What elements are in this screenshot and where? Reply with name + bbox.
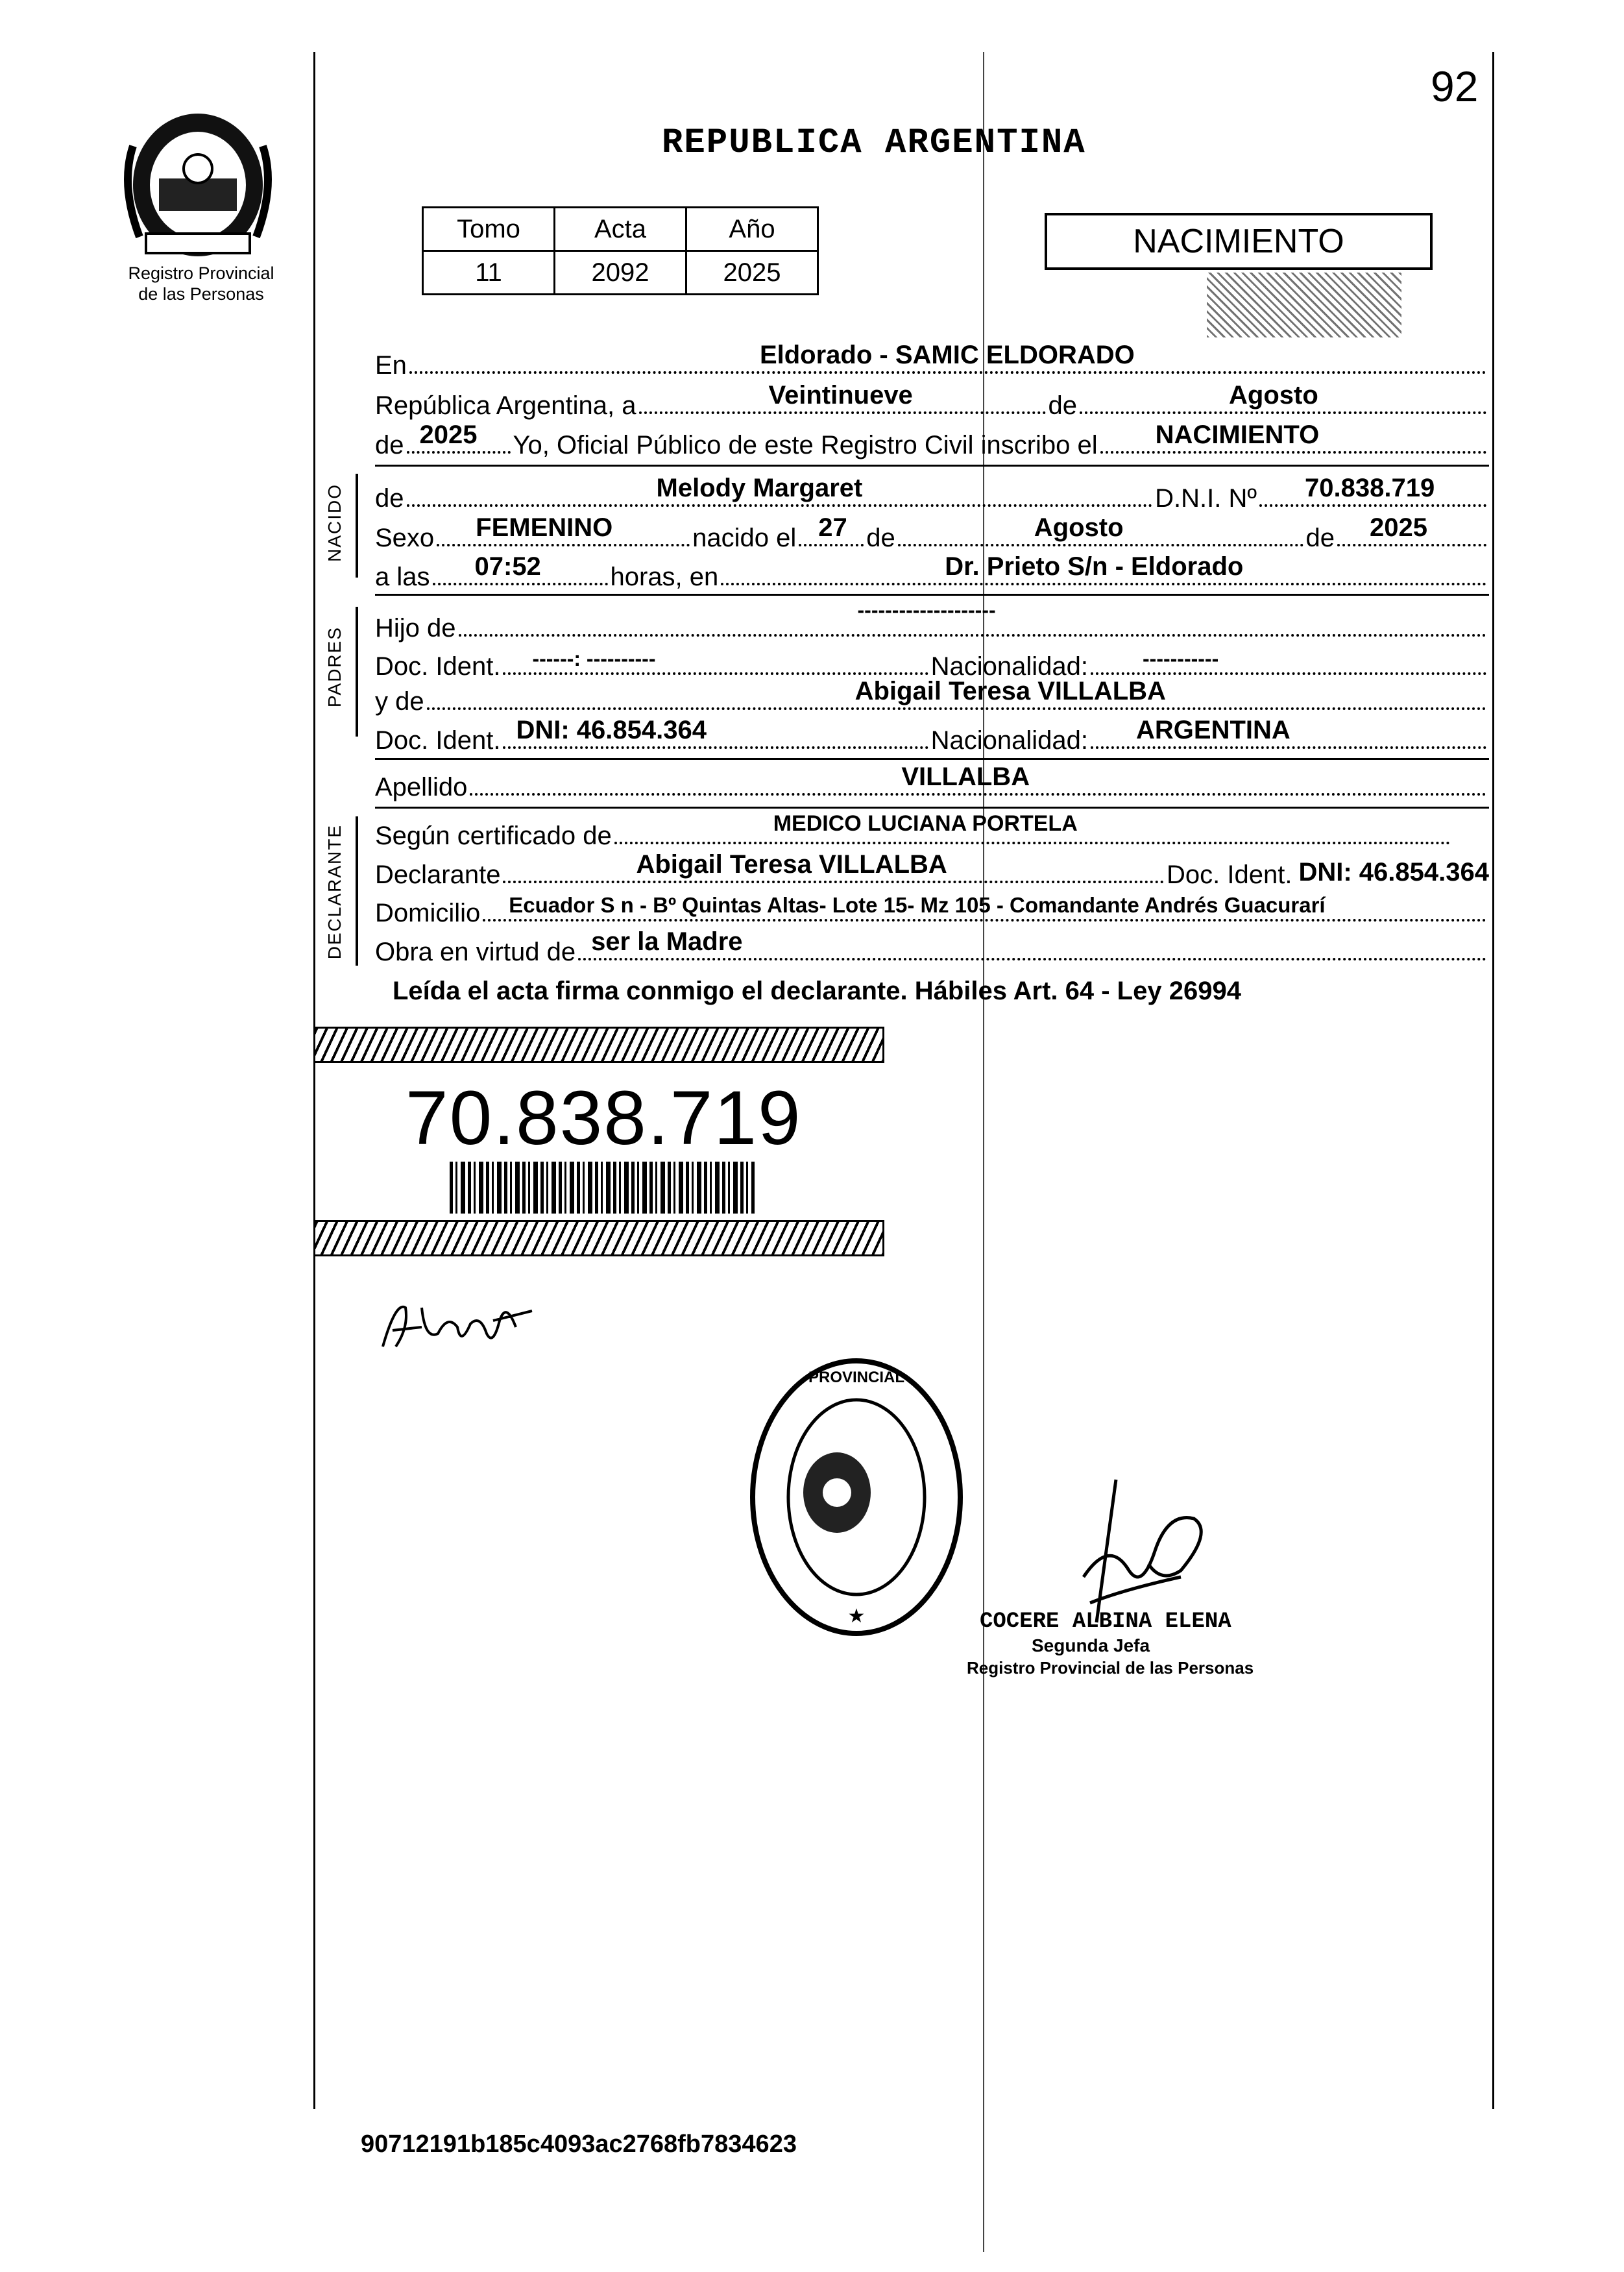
- row-year: [375, 421, 1489, 460]
- horas-label: horas, en: [610, 563, 719, 591]
- divider-2: [375, 594, 1489, 596]
- row-declarante: [375, 850, 1489, 890]
- father-doc: ------: ----------: [532, 647, 656, 670]
- day-words: Veintinueve: [768, 381, 913, 409]
- nacido-de-label3: de: [1305, 524, 1335, 552]
- page-number: 92: [1431, 62, 1479, 110]
- apellido-label: Apellido: [375, 773, 468, 801]
- dni-label: D.N.I. Nº: [1155, 484, 1257, 513]
- en-label: En: [375, 351, 407, 380]
- nacido-de-label: de: [375, 484, 404, 513]
- row-nacido-name: [375, 474, 1489, 513]
- document-hash: 90712191b185c4093ac2768fb7834623: [361, 2131, 797, 2158]
- row-mother-doc: [375, 716, 1489, 755]
- mother-nationality-label: Nacionalidad:: [930, 726, 1088, 755]
- nacido-sidebar: [356, 474, 358, 578]
- logo-caption-line2: de las Personas: [138, 284, 264, 304]
- official-signature: [1019, 1473, 1226, 1629]
- mother-nationality: ARGENTINA: [1136, 716, 1291, 744]
- signatory-name: COCERE ALBINA ELENA: [980, 1609, 1231, 1634]
- nacido-de-label2: de: [866, 524, 895, 552]
- table-value-tomo: 11: [423, 251, 555, 295]
- father-name: --------------------: [857, 598, 996, 622]
- nacido-el-label: nacido el: [692, 524, 797, 552]
- month: Agosto: [1229, 381, 1318, 409]
- certificado-value: MEDICO LUCIANA PORTELA: [773, 811, 1078, 836]
- row-obra: [375, 927, 1489, 967]
- stamp-seal-icon: [746, 1353, 967, 1642]
- apellido-value: VILLALBA: [901, 763, 1030, 791]
- padres-side-label: PADRES: [324, 626, 345, 708]
- birth-day: 27: [818, 513, 847, 542]
- row-republica: [375, 381, 1489, 421]
- sexo-label: Sexo: [375, 524, 435, 552]
- row-father-doc: [375, 645, 1489, 681]
- declarante-name: Abigail Teresa VILLALBA: [636, 850, 947, 879]
- y-de-label: y de: [375, 687, 424, 716]
- row-hora: [375, 552, 1489, 592]
- country-title: REPUBLICA ARGENTINA: [662, 123, 1086, 163]
- father-doc-label: Doc. Ident.: [375, 652, 501, 681]
- domicilio-label: Domicilio: [375, 899, 481, 927]
- center-fold-line: [983, 52, 984, 2252]
- row-certificado: [375, 811, 1489, 851]
- sexo-value: FEMENINO: [476, 513, 613, 542]
- divider-3: [375, 758, 1489, 760]
- leida-statement: Leída el acta firma conmigo el declarante. Hábiles Art. 64 - Ley 26994: [393, 977, 1241, 1005]
- svg-text:PROVINCIAL: PROVINCIAL: [808, 1369, 905, 1386]
- logo-caption: [104, 263, 298, 304]
- svg-text:★: ★: [847, 1606, 866, 1627]
- mother-name: Abigail Teresa VILLALBA: [854, 677, 1166, 705]
- de-label: de: [1048, 391, 1077, 420]
- row-apellido: [375, 763, 1489, 802]
- record-table: [422, 206, 819, 295]
- obra-label: Obra en virtud de: [375, 938, 576, 966]
- en-value: Eldorado - SAMIC ELDORADO: [759, 341, 1135, 369]
- row-domicilio: [375, 892, 1489, 928]
- act-value: NACIMIENTO: [1155, 421, 1320, 449]
- declarant-signature: [376, 1288, 545, 1360]
- de2-label: de: [375, 431, 404, 459]
- republica-label: República Argentina, a: [375, 391, 636, 420]
- divider-4: [375, 807, 1489, 809]
- nacido-side-label: NACIDO: [324, 483, 345, 562]
- guilloche-band-top: [313, 1027, 884, 1063]
- table-value-ano: 2025: [686, 251, 818, 295]
- birth-time: 07:52: [474, 552, 541, 581]
- domicilio-value: Ecuador S n - Bº Quintas Altas- Lote 15- Mz 105 - Comandante Andrés Guacurarí: [509, 893, 1326, 917]
- logo-caption-line1: Registro Provincial: [128, 263, 274, 283]
- row-sexo: [375, 513, 1489, 553]
- declarante-sidebar: [356, 816, 358, 966]
- misiones-seal-icon: [107, 107, 289, 263]
- declarante-side-label: DECLARANTE: [324, 824, 345, 960]
- barcode: [450, 1162, 755, 1214]
- row-hijo-de: [375, 598, 1489, 643]
- year: 2025: [419, 421, 478, 449]
- birth-month: Agosto: [1034, 513, 1124, 542]
- province-logo: [107, 107, 289, 266]
- table-header-ano: Año: [686, 208, 818, 251]
- guilloche-band-bottom: [313, 1220, 884, 1256]
- table-header-acta: Acta: [555, 208, 686, 251]
- padres-sidebar: [356, 607, 358, 737]
- security-hologram: [1207, 273, 1401, 337]
- mother-doc: DNI: 46.854.364: [516, 716, 707, 744]
- table-value-acta: 2092: [555, 251, 686, 295]
- left-border-line: [313, 52, 315, 2109]
- birth-place: Dr. Prieto S/n - Eldorado: [945, 552, 1244, 581]
- table-header-tomo: Tomo: [423, 208, 555, 251]
- row-y-de: [375, 677, 1489, 716]
- barcode-number: 70.838.719: [406, 1075, 802, 1161]
- declarante-label: Declarante: [375, 861, 501, 889]
- hijo-de-label: Hijo de: [375, 614, 456, 642]
- official-stamp: [746, 1353, 967, 1642]
- declarante-doc-label: Doc. Ident.: [1167, 861, 1292, 889]
- signatory-role: Segunda Jefa: [1032, 1635, 1150, 1655]
- mother-doc-label: Doc. Ident.: [375, 726, 501, 755]
- row-en: [375, 341, 1489, 380]
- a-las-label: a las: [375, 563, 430, 591]
- child-name: Melody Margaret: [656, 474, 863, 502]
- child-dni: 70.838.719: [1305, 474, 1435, 502]
- father-nationality-label: Nacionalidad:: [930, 652, 1088, 681]
- birth-year: 2025: [1370, 513, 1427, 542]
- divider-1: [375, 465, 1489, 467]
- record-type-box: NACIMIENTO: [1045, 213, 1433, 270]
- father-nationality: -----------: [1143, 647, 1219, 670]
- obra-value: ser la Madre: [591, 927, 743, 956]
- signatory-org: Registro Provincial de las Personas: [967, 1658, 1254, 1678]
- declarante-doc: DNI: 46.854.364: [1298, 858, 1489, 886]
- yo-text: Yo, Oficial Público de este Registro Civil inscribo el: [513, 431, 1098, 459]
- right-border-line: [1492, 52, 1494, 2109]
- certificado-label: Según certificado de: [375, 822, 612, 850]
